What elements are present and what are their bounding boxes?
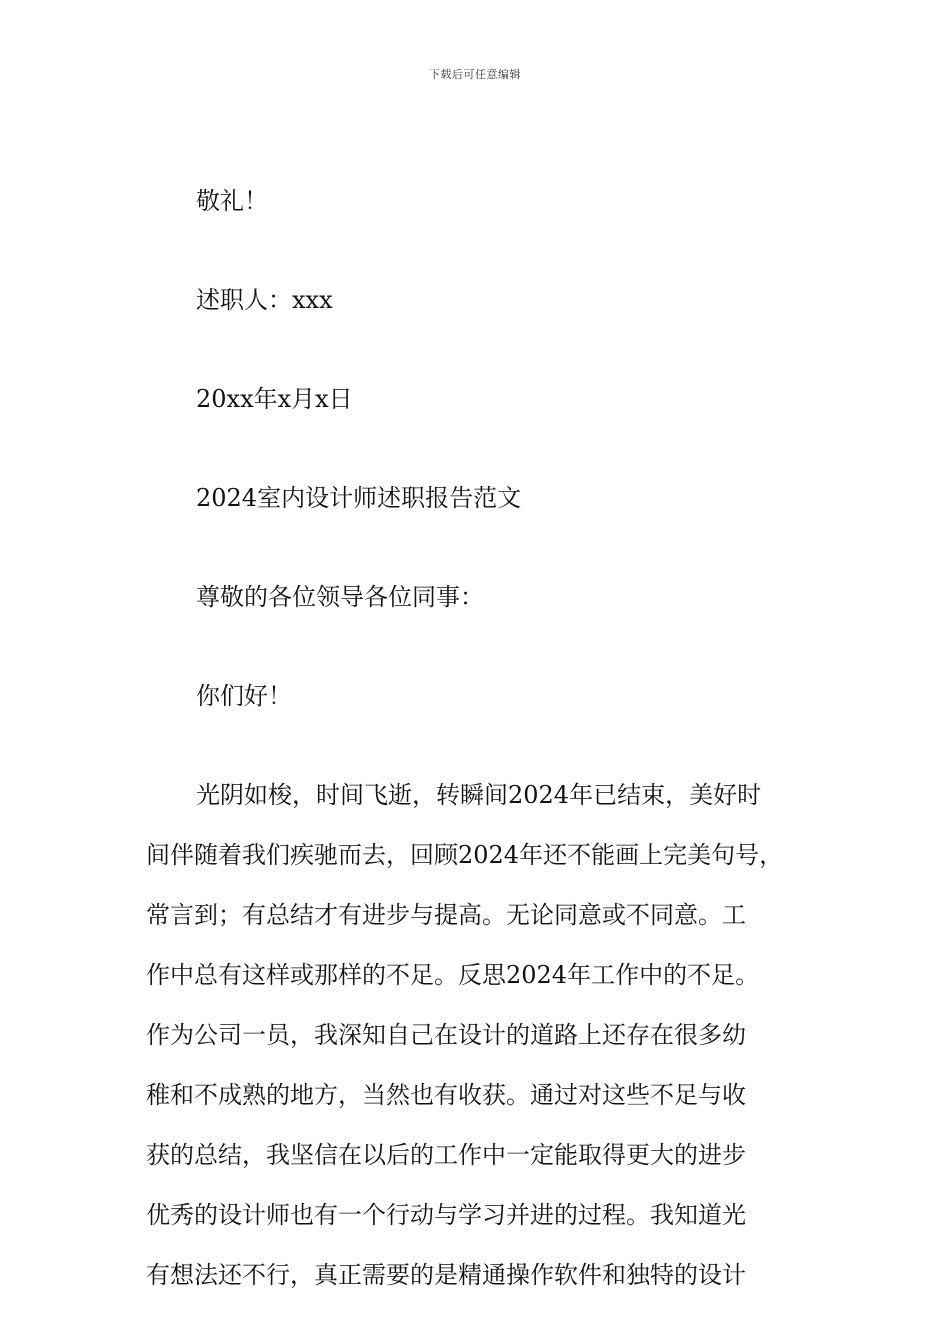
paragraph-line: 有想法还不行，真正需要的是精通操作软件和独特的设计	[146, 1261, 746, 1289]
greeting-address: 尊敬的各位领导各位同事：	[196, 583, 484, 611]
body-paragraph	[146, 780, 836, 1320]
closing-salutation: 敬礼！	[196, 187, 268, 215]
paragraph-line: 作为公司一员，我深知自己在设计的道路上还存在很多幼	[146, 1021, 746, 1049]
document-title: 2024室内设计师述职报告范文	[196, 484, 522, 512]
paragraph-line: 优秀的设计师也有一个行动与学习并进的过程。我知道光	[146, 1201, 746, 1229]
paragraph-line: 光阴如梭，时间飞逝，转瞬间2024年已结束，美好时	[196, 781, 762, 809]
date-line: 20xx年x月x日	[196, 385, 353, 413]
paragraph-line: 获的总结，我坚信在以后的工作中一定能取得更大的进步	[146, 1141, 746, 1169]
paragraph-line: 常言到；有总结才有进步与提高。无论同意或不同意。工	[146, 901, 746, 929]
paragraph-line: 间伴随着我们疾驰而去，回顾2024年还不能画上完美句号，	[146, 841, 784, 869]
paragraph-line: 作中总有这样或那样的不足。反思2024年工作中的不足。	[146, 961, 760, 989]
header-note: 下载后可任意编辑	[429, 68, 521, 81]
reporter-line: 述职人：xxx	[196, 286, 333, 314]
paragraph-line: 稚和不成熟的地方，当然也有收获。通过对这些不足与收	[146, 1081, 746, 1109]
greeting: 你们好！	[196, 682, 292, 710]
